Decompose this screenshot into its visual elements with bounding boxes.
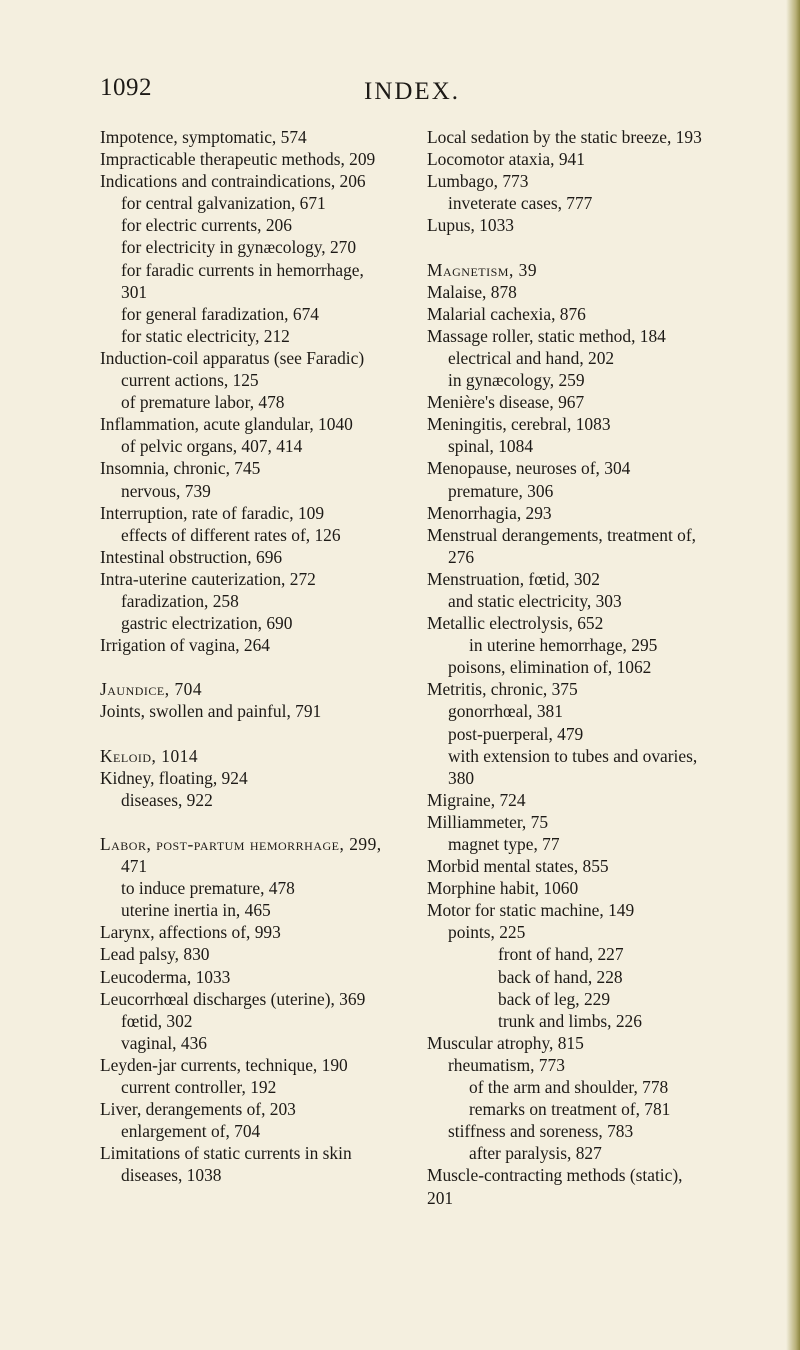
index-entry: Menière's disease, 967 bbox=[427, 392, 585, 413]
index-entry: Muscle-contracting methods (static), bbox=[427, 1165, 683, 1186]
index-subentry: uterine inertia in, 465 bbox=[121, 900, 271, 921]
section-gap bbox=[100, 723, 430, 745]
index-entry: Menopause, neuroses of, 304 bbox=[427, 458, 631, 479]
index-entry: Lupus, 1033 bbox=[427, 215, 514, 236]
index-subentry: poisons, elimination of, 1062 bbox=[448, 657, 652, 678]
index-entry: Induction-coil apparatus (see Faradic) bbox=[100, 347, 365, 368]
index-entry: Joints, swollen and painful, 791 bbox=[100, 701, 322, 722]
index-subentry: after paralysis, 827 bbox=[469, 1143, 602, 1164]
index-subentry: for electric currents, 206 bbox=[121, 215, 292, 236]
index-subentry: in gynæcology, 259 bbox=[448, 370, 585, 391]
section-gap bbox=[100, 811, 430, 833]
index-column-left bbox=[100, 126, 430, 1187]
index-subentry: gonorrhœal, 381 bbox=[448, 701, 563, 722]
index-subentry: inveterate cases, 777 bbox=[448, 193, 593, 214]
index-subentry: with extension to tubes and ovaries, bbox=[448, 745, 698, 766]
index-entry: Morbid mental states, 855 bbox=[427, 856, 609, 877]
index-entry: Leyden-jar currents, technique, 190 bbox=[100, 1054, 348, 1075]
section-gap bbox=[100, 656, 430, 678]
page-number: 1092 bbox=[100, 74, 152, 101]
index-subentry: stiffness and soreness, 783 bbox=[448, 1121, 634, 1142]
index-subentry: back of hand, 228 bbox=[498, 966, 623, 987]
index-subentry: current actions, 125 bbox=[121, 370, 259, 391]
index-entry: Motor for static machine, 149 bbox=[427, 900, 635, 921]
index-entry: Leucorrhœal discharges (uterine), 369 bbox=[100, 988, 366, 1009]
index-subentry: spinal, 1084 bbox=[448, 436, 534, 457]
index-entry: Massage roller, static method, 184 bbox=[427, 325, 666, 346]
index-subentry: faradization, 258 bbox=[121, 590, 239, 611]
index-entry: Keloid, 1014 bbox=[100, 745, 199, 766]
index-entry: Metallic electrolysis, 652 bbox=[427, 613, 604, 634]
index-entry: Menstrual derangements, treatment of, bbox=[427, 524, 696, 545]
index-entry: Limitations of static currents in skin bbox=[100, 1143, 352, 1164]
index-subentry: of pelvic organs, 407, 414 bbox=[121, 436, 303, 457]
index-entry: Lead palsy, 830 bbox=[100, 944, 210, 965]
index-subentry: post-puerperal, 479 bbox=[448, 723, 584, 744]
index-entry: 201 bbox=[427, 1187, 454, 1208]
index-entry: Milliammeter, 75 bbox=[427, 811, 549, 832]
index-subentry: 301 bbox=[121, 281, 148, 302]
section-gap bbox=[427, 236, 797, 258]
index-entry: Menorrhagia, 293 bbox=[427, 502, 552, 523]
index-subentry: 471 bbox=[121, 856, 148, 877]
index-subentry: electrical and hand, 202 bbox=[448, 347, 615, 368]
index-entry: Locomotor ataxia, 941 bbox=[427, 149, 585, 170]
index-subentry: premature, 306 bbox=[448, 480, 554, 501]
index-entry: Irrigation of vagina, 264 bbox=[100, 635, 270, 656]
running-head: INDEX. bbox=[364, 78, 461, 105]
index-entry: Jaundice, 704 bbox=[100, 679, 203, 700]
index-subentry: current controller, 192 bbox=[121, 1077, 277, 1098]
index-entry: Muscular atrophy, 815 bbox=[427, 1032, 584, 1053]
index-entry: Liver, derangements of, 203 bbox=[100, 1099, 296, 1120]
index-entry: Labor, post-partum hemorrhage, 299, bbox=[100, 834, 382, 854]
index-entry: Lumbago, 773 bbox=[427, 171, 529, 192]
index-subentry: 276 bbox=[448, 546, 475, 567]
index-subentry: of the arm and shoulder, 778 bbox=[469, 1077, 669, 1098]
index-subentry: remarks on treatment of, 781 bbox=[469, 1099, 671, 1120]
index-entry: Morphine habit, 1060 bbox=[427, 878, 579, 899]
index-entry: Intestinal obstruction, 696 bbox=[100, 546, 283, 567]
index-entry: Metritis, chronic, 375 bbox=[427, 679, 578, 700]
index-entry: Leucoderma, 1033 bbox=[100, 966, 231, 987]
index-subentry: back of leg, 229 bbox=[498, 988, 611, 1009]
index-entry: Menstruation, fœtid, 302 bbox=[427, 568, 600, 589]
index-entry: Meningitis, cerebral, 1083 bbox=[427, 414, 611, 435]
index-entry: Larynx, affections of, 993 bbox=[100, 922, 281, 943]
index-subentry: front of hand, 227 bbox=[498, 944, 624, 965]
index-entry: Interruption, rate of faradic, 109 bbox=[100, 502, 325, 523]
index-subentry: nervous, 739 bbox=[121, 480, 211, 501]
index-entry: Indications and contraindications, 206 bbox=[100, 171, 366, 192]
index-entry: Inflammation, acute glandular, 1040 bbox=[100, 414, 353, 435]
index-subentry: of premature labor, 478 bbox=[121, 392, 285, 413]
index-subentry: for static electricity, 212 bbox=[121, 325, 290, 346]
index-entry: Kidney, floating, 924 bbox=[100, 767, 248, 788]
index-subentry: to induce premature, 478 bbox=[121, 878, 295, 899]
index-subentry: diseases, 922 bbox=[121, 789, 213, 810]
page-edge-shadow bbox=[786, 0, 800, 1350]
index-subentry: 380 bbox=[448, 767, 475, 788]
index-entry: Intra-uterine cauterization, 272 bbox=[100, 568, 316, 589]
index-column-right bbox=[427, 126, 797, 1209]
index-subentry: points, 225 bbox=[448, 922, 526, 943]
index-subentry: and static electricity, 303 bbox=[448, 590, 622, 611]
index-subentry: for central galvanization, 671 bbox=[121, 193, 326, 214]
index-entry: Malarial cachexia, 876 bbox=[427, 303, 586, 324]
index-entry: Malaise, 878 bbox=[427, 281, 517, 302]
index-subentry: vaginal, 436 bbox=[121, 1032, 207, 1053]
index-subentry: gastric electrization, 690 bbox=[121, 613, 293, 634]
index-subentry: for general faradization, 674 bbox=[121, 303, 319, 324]
index-entry: Impotence, symptomatic, 574 bbox=[100, 127, 307, 147]
index-subentry: diseases, 1038 bbox=[121, 1165, 222, 1186]
index-subentry: enlargement of, 704 bbox=[121, 1121, 261, 1142]
index-subentry: rheumatism, 773 bbox=[448, 1054, 565, 1075]
index-entry: Magnetism, 39 bbox=[427, 259, 538, 280]
index-subentry: trunk and limbs, 226 bbox=[498, 1010, 642, 1031]
index-subentry: in uterine hemorrhage, 295 bbox=[469, 635, 658, 656]
index-entry: Migraine, 724 bbox=[427, 789, 526, 810]
index-subentry: fœtid, 302 bbox=[121, 1010, 193, 1031]
index-entry: Insomnia, chronic, 745 bbox=[100, 458, 261, 479]
index-entry: Local sedation by the static breeze, 193 bbox=[427, 127, 702, 147]
index-entry: Impracticable therapeutic methods, 209 bbox=[100, 149, 376, 170]
index-subentry: magnet type, 77 bbox=[448, 834, 560, 854]
index-subentry: for electricity in gynæcology, 270 bbox=[121, 237, 357, 258]
index-subentry: effects of different rates of, 126 bbox=[121, 524, 341, 545]
index-subentry: for faradic currents in hemorrhage, bbox=[121, 259, 364, 280]
